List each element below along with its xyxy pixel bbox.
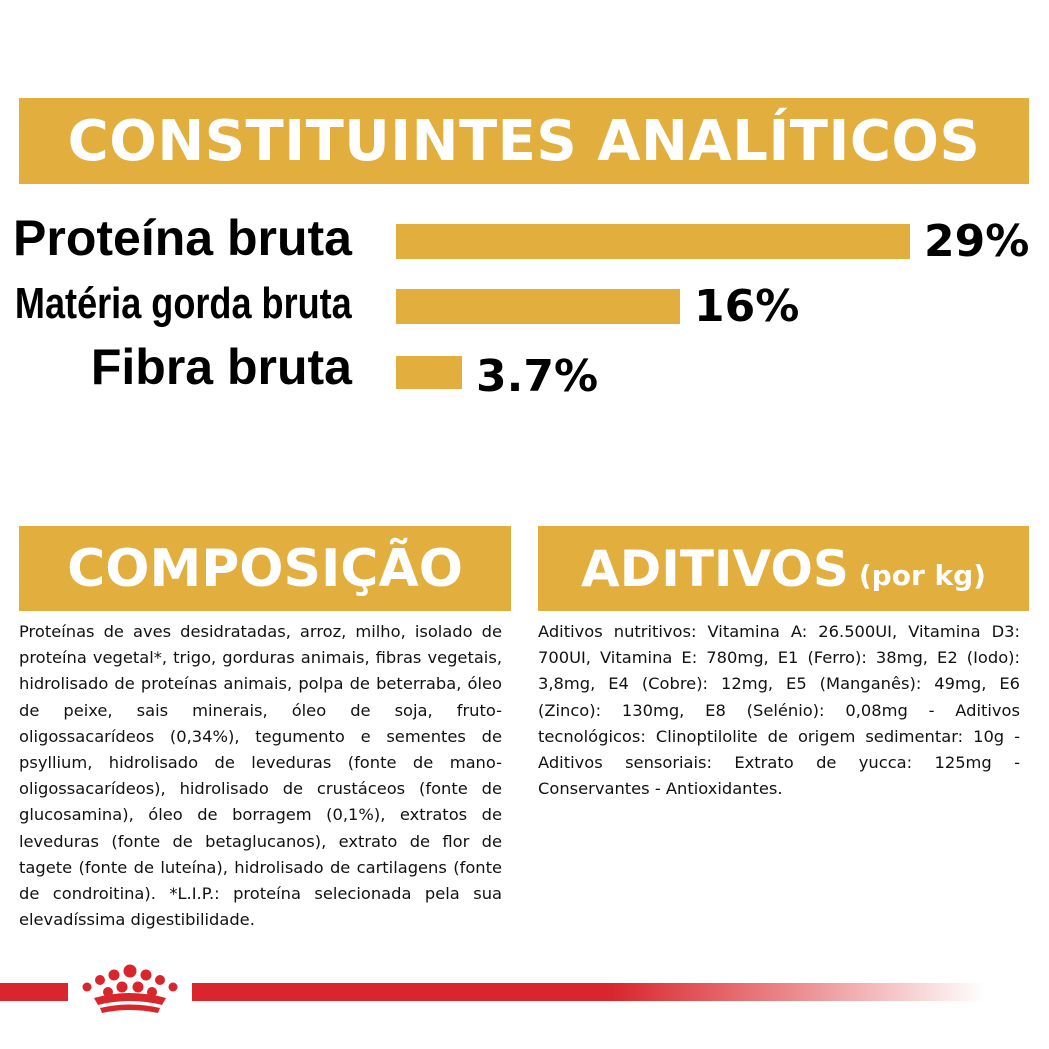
analytic-constituents-header [19,98,1029,184]
bar [396,356,462,389]
crown-icon [68,958,192,1020]
bar-label: Matéria gorda bruta [15,279,352,328]
composition-title: COMPOSIÇÃO [67,538,463,599]
bar [396,289,680,324]
bar-value-label: 3.7% [476,351,599,402]
analytic-constituents-title: CONSTITUINTES ANALÍTICOS [67,108,981,174]
bar [396,224,910,259]
additives-text: Aditivos nutritivos: Vitamina A: 26.500UI, Vitamina D3: 700UI, Vitamina E: 780mg, E1 (Ferro): 38mg, E2 (Iodo): 3,8mg, E4 (Cobre): 12mg, E5 (Manganês): 49mg, E6 (Zinco): 130mg, E8 (Selénio): 0,08mg - Aditivos tecnológicos: Clinoptilolite de origem sedimentar: 10g - Aditivos sensoriais: Extrato de yucca: 125mg - Conservantes - Antioxidantes. [538,622,1020,799]
additives-title: ADITIVOS [581,539,849,598]
brand-logo [68,958,192,1020]
composition-text: Proteínas de aves desidratadas, arroz, milho, isolado de proteína vegetal*, trigo, gorduras animais, fibras vegetais, hidrolisado de proteínas animais, polpa de beterraba, óleo de peixe, sais minerais, óleo de soja, fruto-oligossacarídeos (0,34%), tegumento e sementes de psyllium, hidrolisado de leveduras (fonte de mano-oligossacarídeos), hidrolisado de crustáceos (fonte de glucosamina), óleo de borragem (0,1%), extratos de leveduras (fonte de betaglucanos), extrato de flor de tagete (fonte de luteína), hidrolisado de cartilagens (fonte de condroitina). *L.I.P.: proteína selecionada pela sua elevadíssima digestibilidade. [19,622,502,930]
bar-value-label: 16% [694,281,800,332]
bar-value-label: 29% [924,216,1030,267]
bar-label: Fibra bruta [90,339,352,395]
composition-header [19,526,511,611]
additives-unit: (por kg) [858,559,986,592]
bar-label: Proteína bruta [13,210,352,266]
additives-header [538,526,1029,611]
